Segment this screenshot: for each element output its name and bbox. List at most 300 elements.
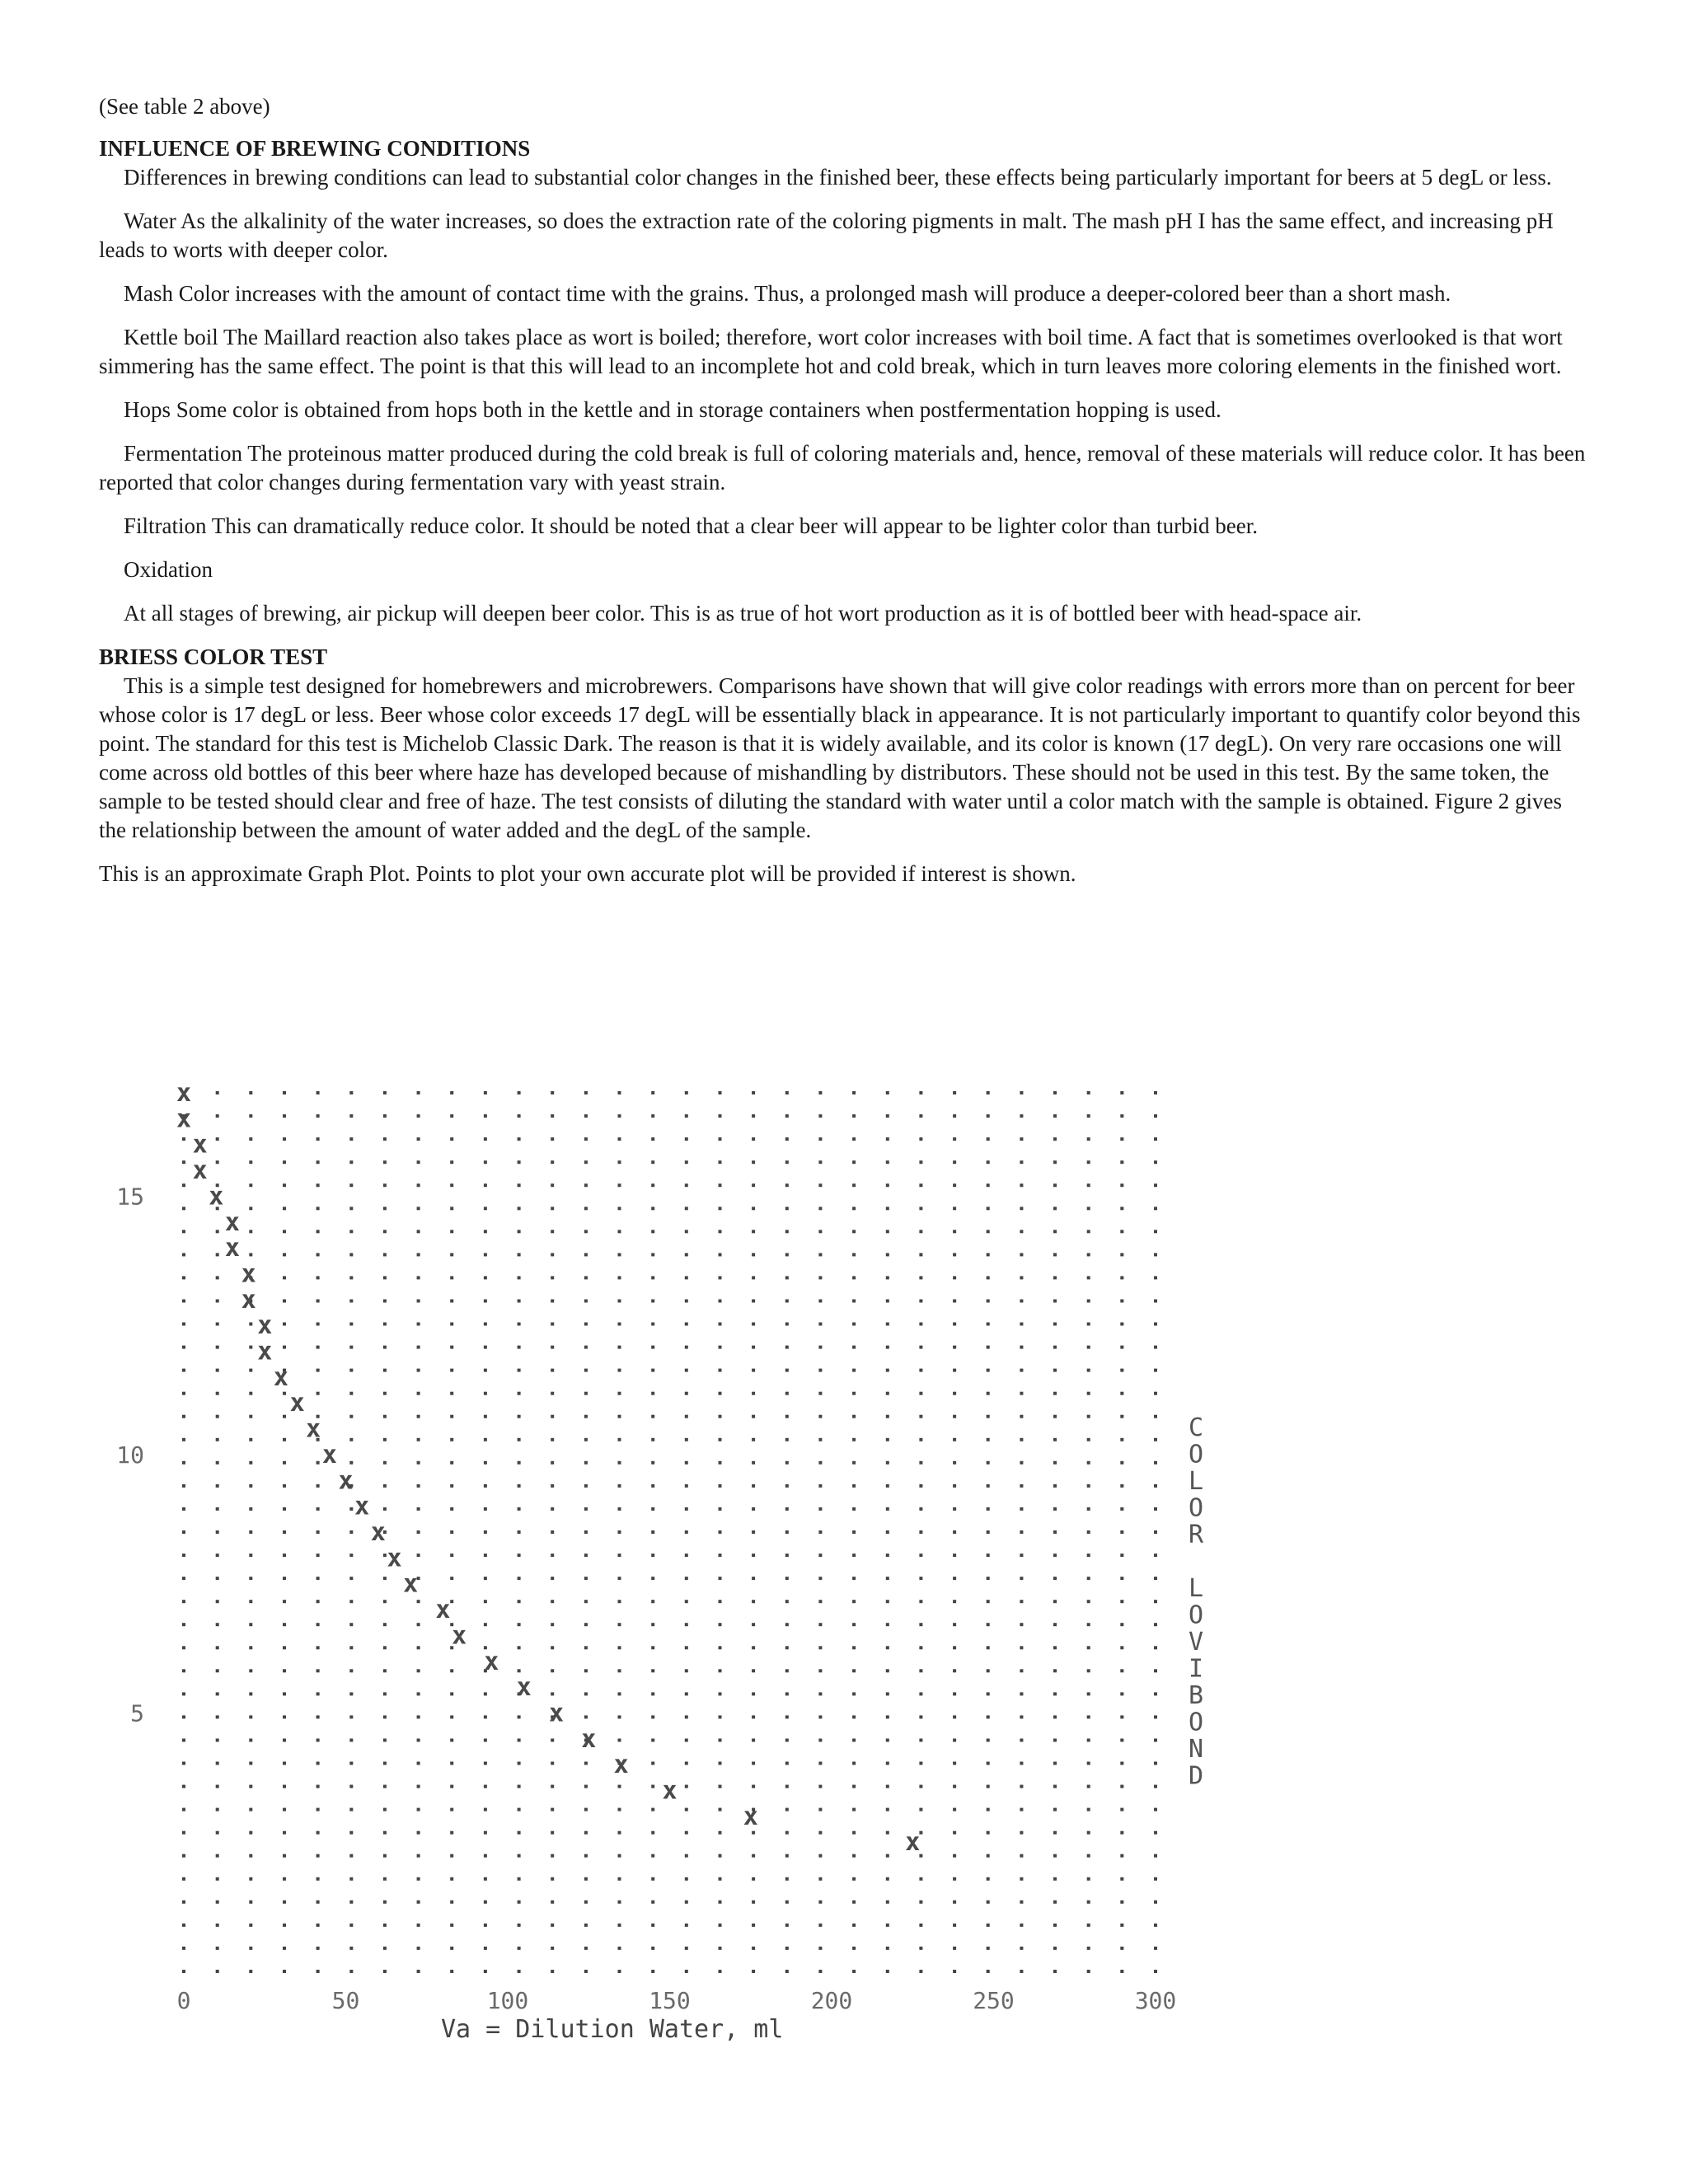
grid-dot — [919, 1623, 922, 1626]
grid-dot — [383, 1785, 387, 1788]
grid-dot — [484, 1739, 487, 1742]
grid-dot — [216, 1137, 219, 1141]
grid-dot — [852, 1114, 856, 1118]
grid-dot — [685, 1230, 688, 1233]
grid-dot — [417, 1692, 420, 1695]
grid-dot — [987, 1947, 990, 1950]
grid-dot — [651, 1554, 654, 1557]
data-point-marker: x — [548, 1699, 565, 1728]
grid-dot — [719, 1461, 722, 1465]
grid-dot — [852, 1530, 856, 1534]
grid-dot — [484, 1207, 487, 1210]
grid-dot — [484, 1715, 487, 1718]
grid-dot — [518, 1137, 521, 1141]
grid-dot — [450, 1461, 453, 1465]
grid-dot — [1154, 1924, 1157, 1927]
grid-dot — [919, 1183, 922, 1187]
grid-dot — [1120, 1554, 1123, 1557]
grid-dot — [518, 1207, 521, 1210]
grid-dot — [752, 1785, 755, 1788]
grid-dot — [886, 1137, 889, 1141]
grid-dot — [987, 1438, 990, 1441]
data-point-marker: x — [289, 1389, 305, 1418]
grid-dot — [685, 1554, 688, 1557]
grid-dot — [886, 1183, 889, 1187]
grid-dot — [953, 1346, 956, 1349]
grid-dot — [953, 1762, 956, 1765]
grid-dot — [618, 1484, 621, 1488]
grid-dot — [283, 1692, 286, 1695]
section-heading-brewing-conditions: INFLUENCE OF BREWING CONDITIONS — [99, 136, 531, 161]
grid-dot — [1020, 1461, 1023, 1465]
grid-dot — [450, 1484, 453, 1488]
grid-dot — [551, 1276, 554, 1279]
grid-dot — [182, 1207, 185, 1210]
grid-dot — [752, 1831, 755, 1835]
grid-dot — [1154, 1438, 1157, 1441]
grid-dot — [584, 1785, 588, 1788]
grid-dot — [919, 1877, 922, 1881]
grid-dot — [685, 1970, 688, 1973]
grid-dot — [216, 1253, 219, 1256]
grid-dot — [484, 1623, 487, 1626]
grid-dot — [283, 1392, 286, 1395]
grid-dot — [182, 1346, 185, 1349]
grid-dot — [752, 1114, 755, 1118]
grid-dot — [1120, 1346, 1123, 1349]
grid-dot — [953, 1091, 956, 1094]
grid-dot — [316, 1300, 320, 1303]
grid-dot — [651, 1669, 654, 1672]
grid-dot — [785, 1600, 789, 1603]
grid-dot — [518, 1346, 521, 1349]
grid-dot — [685, 1600, 688, 1603]
grid-dot — [987, 1831, 990, 1835]
grid-dot — [886, 1461, 889, 1465]
grid-dot — [818, 1554, 822, 1557]
grid-dot — [651, 1137, 654, 1141]
grid-dot — [685, 1924, 688, 1927]
grid-dot — [249, 1577, 252, 1580]
grid-dot — [618, 1346, 621, 1349]
grid-dot — [1087, 1091, 1090, 1094]
grid-dot — [249, 1438, 252, 1441]
grid-dot — [283, 1137, 286, 1141]
grid-dot — [886, 1114, 889, 1118]
grid-dot — [1087, 1623, 1090, 1626]
grid-dot — [283, 1970, 286, 1973]
grid-dot — [216, 1785, 219, 1788]
grid-dot — [283, 1577, 286, 1580]
grid-dot — [953, 1276, 956, 1279]
grid-dot — [584, 1623, 588, 1626]
grid-dot — [216, 1369, 219, 1372]
grid-dot — [1154, 1183, 1157, 1187]
grid-dot — [953, 1785, 956, 1788]
grid-dot — [987, 1160, 990, 1164]
grid-dot — [719, 1739, 722, 1742]
grid-dot — [383, 1300, 387, 1303]
x-tick-label: 50 — [331, 1987, 360, 2014]
grid-dot — [1154, 1530, 1157, 1534]
grid-dot — [551, 1900, 554, 1904]
grid-dot — [349, 1900, 353, 1904]
y-axis-label-letter: O — [1188, 1440, 1203, 1469]
grid-dot — [584, 1600, 588, 1603]
grid-dot — [316, 1877, 320, 1881]
grid-dot — [785, 1507, 789, 1511]
grid-dot — [953, 1530, 956, 1534]
grid-dot — [953, 1253, 956, 1256]
grid-dot — [818, 1669, 822, 1672]
grid-dot — [1154, 1323, 1157, 1326]
grid-dot — [182, 1970, 185, 1973]
grid-dot — [1120, 1276, 1123, 1279]
grid-dot — [417, 1114, 420, 1118]
grid-dot — [182, 1160, 185, 1164]
grid-dot — [1053, 1253, 1057, 1256]
grid-dot — [651, 1692, 654, 1695]
grid-dot — [349, 1230, 353, 1233]
grid-dot — [283, 1207, 286, 1210]
grid-dot — [383, 1276, 387, 1279]
grid-dot — [316, 1692, 320, 1695]
grid-dot — [919, 1253, 922, 1256]
x-tick-label: 150 — [649, 1987, 691, 2014]
grid-dot — [685, 1854, 688, 1858]
grid-dot — [349, 1785, 353, 1788]
grid-dot — [450, 1530, 453, 1534]
grid-dot — [818, 1369, 822, 1372]
grid-dot — [618, 1877, 621, 1881]
grid-dot — [450, 1877, 453, 1881]
grid-dot — [216, 1461, 219, 1465]
grid-dot — [316, 1669, 320, 1672]
y-axis-label-letter: C — [1188, 1413, 1203, 1442]
grid-dot — [551, 1554, 554, 1557]
grid-dot — [1087, 1692, 1090, 1695]
grid-dot — [852, 1300, 856, 1303]
grid-dot — [349, 1831, 353, 1835]
grid-dot — [785, 1715, 789, 1718]
grid-dot — [685, 1808, 688, 1811]
grid-dot — [1087, 1877, 1090, 1881]
grid-dot — [518, 1554, 521, 1557]
section-heading-briess-color-test: BRIESS COLOR TEST — [99, 644, 328, 669]
grid-dot — [551, 1183, 554, 1187]
grid-dot — [283, 1669, 286, 1672]
grid-dot — [182, 1183, 185, 1187]
grid-dot — [518, 1762, 521, 1765]
y-axis-label-letter: O — [1188, 1493, 1203, 1523]
grid-dot — [249, 1877, 252, 1881]
grid-dot — [349, 1669, 353, 1672]
grid-dot — [249, 1507, 252, 1511]
grid-dot — [417, 1646, 420, 1649]
grid-dot — [450, 1392, 453, 1395]
grid-dot — [383, 1323, 387, 1326]
grid-dot — [283, 1276, 286, 1279]
grid-dot — [584, 1970, 588, 1973]
grid-dot — [618, 1739, 621, 1742]
data-point-marker: x — [306, 1414, 321, 1444]
grid-dot — [182, 1785, 185, 1788]
grid-dot — [450, 1507, 453, 1511]
grid-dot — [584, 1530, 588, 1534]
grid-dot — [518, 1300, 521, 1303]
grid-dot — [618, 1392, 621, 1395]
grid-dot — [316, 1739, 320, 1742]
grid-dot — [417, 1831, 420, 1835]
paragraph-oxidation-title: Oxidation — [124, 557, 213, 582]
grid-dot — [249, 1183, 252, 1187]
grid-dot — [216, 1854, 219, 1858]
grid-dot — [216, 1484, 219, 1488]
grid-dot — [349, 1276, 353, 1279]
grid-dot — [283, 1091, 286, 1094]
grid-dot — [719, 1692, 722, 1695]
grid-dot — [953, 1947, 956, 1950]
grid-dot — [618, 1438, 621, 1441]
grid-dot — [1120, 1715, 1123, 1718]
grid-dot — [785, 1484, 789, 1488]
grid-dot — [1020, 1160, 1023, 1164]
grid-dot — [1053, 1461, 1057, 1465]
grid-dot — [182, 1692, 185, 1695]
grid-dot — [1154, 1369, 1157, 1372]
grid-dot — [685, 1484, 688, 1488]
grid-dot — [383, 1507, 387, 1511]
paragraph-graph-note: This is an approximate Graph Plot. Points to plot your own accurate plot will be provided if interest is shown. — [99, 861, 1076, 886]
grid-dot — [886, 1669, 889, 1672]
x-tick-label: 0 — [176, 1987, 191, 2014]
grid-dot — [283, 1924, 286, 1927]
grid-dot — [818, 1854, 822, 1858]
grid-dot — [1120, 1808, 1123, 1811]
data-point-marker: x — [452, 1621, 467, 1651]
grid-dot — [1053, 1230, 1057, 1233]
grid-dot — [450, 1739, 453, 1742]
grid-dot — [987, 1507, 990, 1511]
grid-dot — [919, 1484, 922, 1488]
grid-dot — [1053, 1183, 1057, 1187]
grid-dot — [551, 1300, 554, 1303]
grid-dot — [987, 1484, 990, 1488]
data-point-marker: x — [224, 1207, 240, 1237]
grid-dot — [316, 1762, 320, 1765]
grid-dot — [719, 1415, 722, 1418]
y-axis-label-vertical — [1189, 1413, 1203, 1791]
grid-dot — [1154, 1900, 1157, 1904]
grid-dot — [852, 1947, 856, 1950]
grid-dot — [1154, 1970, 1157, 1973]
grid-dot — [283, 1300, 286, 1303]
grid-dot — [1120, 1415, 1123, 1418]
grid-dot — [953, 1877, 956, 1881]
grid-dot — [1087, 1207, 1090, 1210]
grid-dot — [618, 1415, 621, 1418]
grid-dot — [886, 1831, 889, 1835]
y-tick-label: 10 — [116, 1441, 144, 1469]
grid-dot — [987, 1114, 990, 1118]
grid-dot — [785, 1623, 789, 1626]
grid-dot — [685, 1692, 688, 1695]
grid-dot — [719, 1623, 722, 1626]
grid-dot — [182, 1530, 185, 1534]
grid-dot — [383, 1970, 387, 1973]
grid-dot — [618, 1207, 621, 1210]
grid-dot — [1120, 1970, 1123, 1973]
grid-dot — [316, 1785, 320, 1788]
grid-dot — [417, 1785, 420, 1788]
grid-dot — [316, 1207, 320, 1210]
grid-dot — [1120, 1877, 1123, 1881]
grid-dot — [584, 1091, 588, 1094]
grid-dot — [450, 1669, 453, 1672]
grid-dot — [450, 1554, 453, 1557]
grid-dot — [1087, 1438, 1090, 1441]
grid-dot — [818, 1207, 822, 1210]
grid-dot — [651, 1739, 654, 1742]
grid-dot — [752, 1762, 755, 1765]
grid-dot — [383, 1183, 387, 1187]
grid-dot — [651, 1947, 654, 1950]
grid-dot — [953, 1924, 956, 1927]
grid-dot — [752, 1947, 755, 1950]
grid-dot — [551, 1669, 554, 1672]
grid-dot — [886, 1692, 889, 1695]
grid-dot — [1154, 1207, 1157, 1210]
grid-dot — [886, 1369, 889, 1372]
grid-dot — [182, 1300, 185, 1303]
grid-dot — [752, 1715, 755, 1718]
grid-dot — [283, 1808, 286, 1811]
grid-dot — [1087, 1300, 1090, 1303]
x-tick-label: 200 — [810, 1987, 853, 2014]
grid-dot — [953, 1461, 956, 1465]
grid-dot — [182, 1323, 185, 1326]
grid-dot — [818, 1600, 822, 1603]
grid-dot — [417, 1970, 420, 1973]
grid-dot — [484, 1276, 487, 1279]
grid-dot — [216, 1415, 219, 1418]
grid-dot — [719, 1715, 722, 1718]
grid-dot — [349, 1762, 353, 1765]
grid-dot — [719, 1137, 722, 1141]
grid-dot — [1154, 1137, 1157, 1141]
grid-dot — [752, 1600, 755, 1603]
grid-dot — [518, 1947, 521, 1950]
grid-dot — [383, 1739, 387, 1742]
grid-dot — [249, 1137, 252, 1141]
grid-dot — [818, 1924, 822, 1927]
grid-dot — [1154, 1300, 1157, 1303]
grid-dot — [551, 1369, 554, 1372]
grid-dot — [316, 1900, 320, 1904]
grid-dot — [1053, 1554, 1057, 1557]
grid-dot — [283, 1323, 286, 1326]
grid-dot — [852, 1392, 856, 1395]
grid-dot — [818, 1183, 822, 1187]
grid-dot — [685, 1715, 688, 1718]
grid-dot — [752, 1253, 755, 1256]
grid-dot — [383, 1207, 387, 1210]
grid-dot — [316, 1160, 320, 1164]
grid-dot — [450, 1276, 453, 1279]
grid-dot — [785, 1253, 789, 1256]
grid-dot — [349, 1114, 353, 1118]
grid-dot — [1087, 1715, 1090, 1718]
grid-dot — [349, 1877, 353, 1881]
grid-dot — [1120, 1831, 1123, 1835]
grid-dot — [518, 1114, 521, 1118]
grid-dot — [1154, 1715, 1157, 1718]
grid-dot — [249, 1692, 252, 1695]
data-point-marker: x — [241, 1285, 256, 1315]
grid-dot — [417, 1530, 420, 1534]
grid-dot — [1020, 1392, 1023, 1395]
grid-dot — [551, 1646, 554, 1649]
grid-dot — [987, 1808, 990, 1811]
grid-dot — [518, 1669, 521, 1672]
grid-dot — [551, 1114, 554, 1118]
grid-dot — [283, 1877, 286, 1881]
paragraph-fermentation: Fermentation The proteinous matter produced during the cold break is full of coloring materials and, hence, removal of these materials will reduce color. It has been reported that color changes during fermentation vary with yeast strain. — [99, 441, 1586, 494]
grid-dot — [987, 1323, 990, 1326]
grid-dot — [1120, 1623, 1123, 1626]
grid-dot — [518, 1924, 521, 1927]
grid-dot — [685, 1739, 688, 1742]
grid-dot — [785, 1207, 789, 1210]
grid-dot — [953, 1160, 956, 1164]
grid-dot — [818, 1091, 822, 1094]
grid-dot — [182, 1831, 185, 1835]
grid-dot — [383, 1715, 387, 1718]
grid-dot — [216, 1577, 219, 1580]
grid-dot — [752, 1276, 755, 1279]
grid-dot — [618, 1183, 621, 1187]
grid-dot — [618, 1300, 621, 1303]
grid-dot — [216, 1600, 219, 1603]
grid-dot — [584, 1207, 588, 1210]
grid-dot — [182, 1715, 185, 1718]
grid-dot — [618, 1715, 621, 1718]
grid-dot — [484, 1415, 487, 1418]
grid-dot — [919, 1900, 922, 1904]
grid-dot — [1120, 1253, 1123, 1256]
grid-dot — [618, 1230, 621, 1233]
grid-dot — [919, 1600, 922, 1603]
grid-dot — [551, 1323, 554, 1326]
grid-dot — [316, 1346, 320, 1349]
grid-dot — [182, 1669, 185, 1672]
grid-dot — [1020, 1623, 1023, 1626]
grid-dot — [651, 1346, 654, 1349]
grid-dot — [719, 1253, 722, 1256]
grid-dot — [818, 1739, 822, 1742]
grid-dot — [349, 1369, 353, 1372]
grid-dot — [383, 1230, 387, 1233]
grid-dot — [818, 1346, 822, 1349]
grid-dot — [886, 1947, 889, 1950]
grid-dot — [919, 1739, 922, 1742]
grid-dot — [182, 1137, 185, 1141]
grid-dot — [1087, 1762, 1090, 1765]
grid-dot — [283, 1461, 286, 1465]
grid-dot — [1087, 1392, 1090, 1395]
grid-dot — [987, 1207, 990, 1210]
grid-dot — [182, 1392, 185, 1395]
